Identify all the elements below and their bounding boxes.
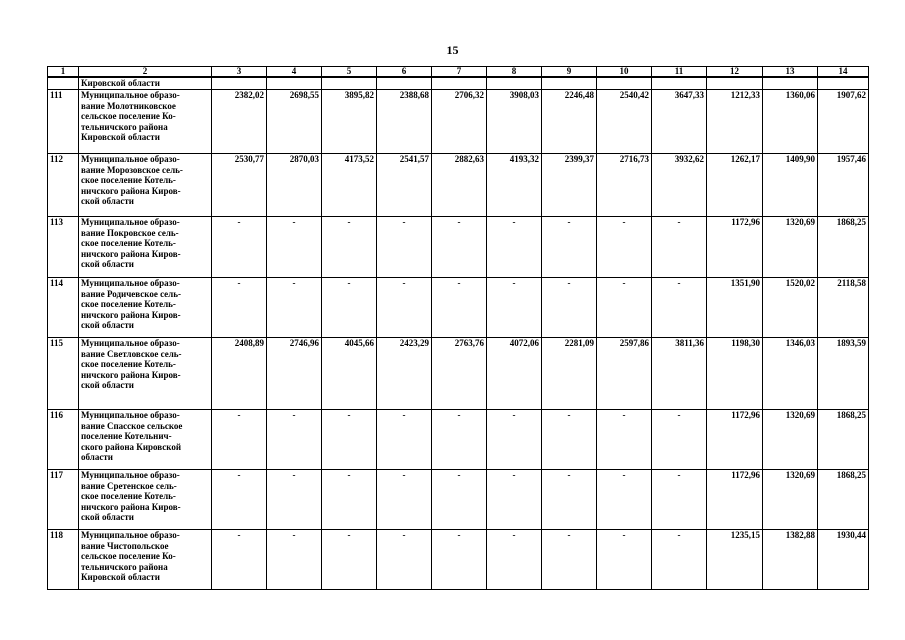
value-cell: 4045,66: [322, 338, 377, 410]
name-line: ничского района Киров-: [81, 309, 181, 320]
column-number: 13: [763, 67, 818, 78]
value-cell: -: [542, 410, 597, 470]
name-line: ничского района Киров-: [81, 501, 181, 512]
name-line: ское поселение Котель-: [81, 175, 176, 185]
value-cell: 2408,89: [212, 338, 267, 410]
name-line: ское поселение Котель-: [81, 299, 176, 309]
name-line: ское поселение Котель-: [81, 491, 176, 501]
name-line: поселение Котельнич-: [81, 431, 172, 441]
name-line: вание Покровское сель-: [81, 227, 179, 238]
value-cell: 1320,69: [763, 217, 818, 278]
name-line: Кировской области: [81, 572, 160, 582]
value-cell: 2423,29: [377, 338, 432, 410]
value-cell: -: [487, 530, 542, 590]
continuation-row: [48, 77, 869, 90]
value-cell: -: [487, 470, 542, 530]
value-cell: -: [487, 278, 542, 338]
column-number: 4: [267, 67, 322, 78]
column-number: 1: [48, 67, 79, 78]
name-line: ское поселение Котель-: [81, 238, 176, 248]
name-line: Муниципальное образо-: [81, 530, 180, 540]
value-cell: -: [322, 278, 377, 338]
value-cell: -: [432, 410, 487, 470]
column-number: 8: [487, 67, 542, 78]
value-cell: 2530,77: [212, 154, 267, 217]
name-line: ской области: [81, 259, 134, 269]
value-cell: -: [487, 410, 542, 470]
name-line: ничского района Киров-: [81, 248, 181, 259]
row-number: 118: [48, 530, 79, 590]
value-cell: -: [597, 470, 652, 530]
value-cell: 3895,82: [322, 90, 377, 154]
value-cell: 2246,48: [542, 90, 597, 154]
table-row: [48, 530, 869, 590]
name-line: вание Родичевское сель-: [81, 288, 181, 299]
value-cell: -: [322, 217, 377, 278]
value-cell: -: [212, 410, 267, 470]
column-number: 11: [652, 67, 707, 78]
value-cell: 1868,25: [818, 217, 869, 278]
value-cell: -: [652, 530, 707, 590]
value-cell: 3908,03: [487, 90, 542, 154]
table-body: [48, 67, 869, 590]
municipality-name: [79, 217, 212, 278]
municipality-name: [79, 278, 212, 338]
value-cell: -: [212, 470, 267, 530]
value-cell: -: [377, 470, 432, 530]
name-line: вание Светловское сель-: [81, 348, 182, 359]
table-row: [48, 338, 869, 410]
value-cell: -: [542, 217, 597, 278]
name-line: Муниципальное образо-: [81, 410, 180, 420]
value-cell: -: [652, 410, 707, 470]
value-cell: -: [542, 470, 597, 530]
value-cell: -: [377, 278, 432, 338]
value-cell: 2118,58: [818, 278, 869, 338]
tariff-table: [47, 66, 869, 590]
value-cell: -: [597, 410, 652, 470]
name-line: ской области: [81, 320, 134, 330]
value-cell: 1893,59: [818, 338, 869, 410]
value-cell: -: [212, 278, 267, 338]
municipality-name: [79, 90, 212, 154]
name-line: Муниципальное образо-: [81, 470, 180, 480]
value-cell: 1351,90: [707, 278, 763, 338]
name-line: вание Морозовское сель-: [81, 164, 183, 175]
value-cell: 1346,03: [763, 338, 818, 410]
value-cell: 2763,76: [432, 338, 487, 410]
municipality-name: [79, 338, 212, 410]
value-cell: -: [322, 470, 377, 530]
value-cell: 2382,02: [212, 90, 267, 154]
value-cell: 2281,09: [542, 338, 597, 410]
row-number: 117: [48, 470, 79, 530]
value-cell: 1235,15: [707, 530, 763, 590]
value-cell: -: [267, 217, 322, 278]
column-number: 3: [212, 67, 267, 78]
value-cell: 3647,33: [652, 90, 707, 154]
name-line: ской области: [81, 512, 134, 522]
value-cell: 2882,63: [432, 154, 487, 217]
value-cell: 2541,57: [377, 154, 432, 217]
value-cell: -: [432, 470, 487, 530]
value-cell: 1409,90: [763, 154, 818, 217]
value-cell: -: [432, 217, 487, 278]
name-line: сельское поселение Ко-: [81, 111, 176, 121]
value-cell: 1520,02: [763, 278, 818, 338]
value-cell: -: [432, 278, 487, 338]
value-cell: 1172,96: [707, 217, 763, 278]
value-cell: 1868,25: [818, 410, 869, 470]
name-line: тельничского района: [81, 121, 168, 132]
name-line: вание Молотниковское: [81, 100, 176, 111]
value-cell: 4193,32: [487, 154, 542, 217]
name-line: области: [81, 452, 113, 462]
value-cell: 1262,17: [707, 154, 763, 217]
name-line: ской области: [81, 380, 134, 390]
value-cell: -: [652, 470, 707, 530]
value-cell: 1212,33: [707, 90, 763, 154]
municipality-name: [79, 410, 212, 470]
value-cell: -: [597, 278, 652, 338]
table-row: [48, 278, 869, 338]
column-number: 12: [707, 67, 763, 78]
value-cell: 2388,68: [377, 90, 432, 154]
value-cell: 2597,86: [597, 338, 652, 410]
value-cell: 3811,36: [652, 338, 707, 410]
value-cell: 1868,25: [818, 470, 869, 530]
value-cell: -: [652, 217, 707, 278]
value-cell: -: [212, 217, 267, 278]
column-number-row: [48, 67, 869, 78]
value-cell: 3932,62: [652, 154, 707, 217]
row-number: 113: [48, 217, 79, 278]
value-cell: 1382,88: [763, 530, 818, 590]
value-cell: -: [542, 278, 597, 338]
table-row: [48, 90, 869, 154]
value-cell: 1172,96: [707, 470, 763, 530]
name-line: Муниципальное образо-: [81, 217, 180, 227]
value-cell: -: [212, 530, 267, 590]
value-cell: 2706,32: [432, 90, 487, 154]
value-cell: 2870,03: [267, 154, 322, 217]
value-cell: 1320,69: [763, 410, 818, 470]
column-number: 6: [377, 67, 432, 78]
name-line: вание Спасское сельское: [81, 420, 183, 431]
value-cell: 2540,42: [597, 90, 652, 154]
value-cell: 1907,62: [818, 90, 869, 154]
name-line: ской области: [81, 196, 134, 206]
value-cell: 1198,30: [707, 338, 763, 410]
table-row: [48, 217, 869, 278]
value-cell: -: [322, 530, 377, 590]
value-cell: -: [432, 530, 487, 590]
value-cell: -: [267, 278, 322, 338]
column-number: 2: [79, 67, 212, 78]
row-number: 112: [48, 154, 79, 217]
column-number: 7: [432, 67, 487, 78]
name-line: Муниципальное образо-: [81, 154, 180, 164]
row-number: 111: [48, 90, 79, 154]
name-line: Муниципальное образо-: [81, 278, 180, 288]
value-cell: -: [487, 217, 542, 278]
table-row: [48, 410, 869, 470]
name-line: вание Сретенское сель-: [81, 480, 177, 491]
municipality-name: [79, 154, 212, 217]
value-cell: -: [377, 530, 432, 590]
row-number: 114: [48, 278, 79, 338]
name-line: Муниципальное образо-: [81, 90, 180, 100]
value-cell: -: [597, 217, 652, 278]
value-cell: 4072,06: [487, 338, 542, 410]
value-cell: 2746,96: [267, 338, 322, 410]
value-cell: -: [322, 410, 377, 470]
value-cell: -: [377, 217, 432, 278]
value-cell: -: [652, 278, 707, 338]
value-cell: -: [267, 530, 322, 590]
name-line: сельское поселение Ко-: [81, 551, 176, 561]
row-number: 115: [48, 338, 79, 410]
name-line: ское поселение Котель-: [81, 359, 176, 369]
value-cell: 1360,06: [763, 90, 818, 154]
name-line: вание Чистопольское: [81, 540, 169, 551]
value-cell: 1957,46: [818, 154, 869, 217]
name-line: Муниципальное образо-: [81, 338, 180, 348]
page-number: 15: [446, 43, 459, 57]
column-number: 10: [597, 67, 652, 78]
name-line: тельничского района: [81, 561, 168, 572]
column-number: 5: [322, 67, 377, 78]
value-cell: 1930,44: [818, 530, 869, 590]
value-cell: 2716,73: [597, 154, 652, 217]
value-cell: 2698,55: [267, 90, 322, 154]
name-line: ского района Кировской: [81, 441, 182, 452]
value-cell: 2399,37: [542, 154, 597, 217]
column-number: 14: [818, 67, 869, 78]
value-cell: 1172,96: [707, 410, 763, 470]
value-cell: -: [377, 410, 432, 470]
row-number: 116: [48, 410, 79, 470]
value-cell: -: [542, 530, 597, 590]
name-line: ничского района Киров-: [81, 185, 181, 196]
municipality-name: [79, 530, 212, 590]
name-line: ничского района Киров-: [81, 369, 181, 380]
value-cell: 4173,52: [322, 154, 377, 217]
table-row: [48, 154, 869, 217]
value-cell: 1320,69: [763, 470, 818, 530]
table-row: [48, 470, 869, 530]
continuation-text: Кировской области: [79, 77, 212, 90]
name-line: Кировской области: [81, 132, 160, 142]
value-cell: -: [267, 470, 322, 530]
value-cell: -: [267, 410, 322, 470]
municipality-name: [79, 470, 212, 530]
column-number: 9: [542, 67, 597, 78]
value-cell: -: [597, 530, 652, 590]
